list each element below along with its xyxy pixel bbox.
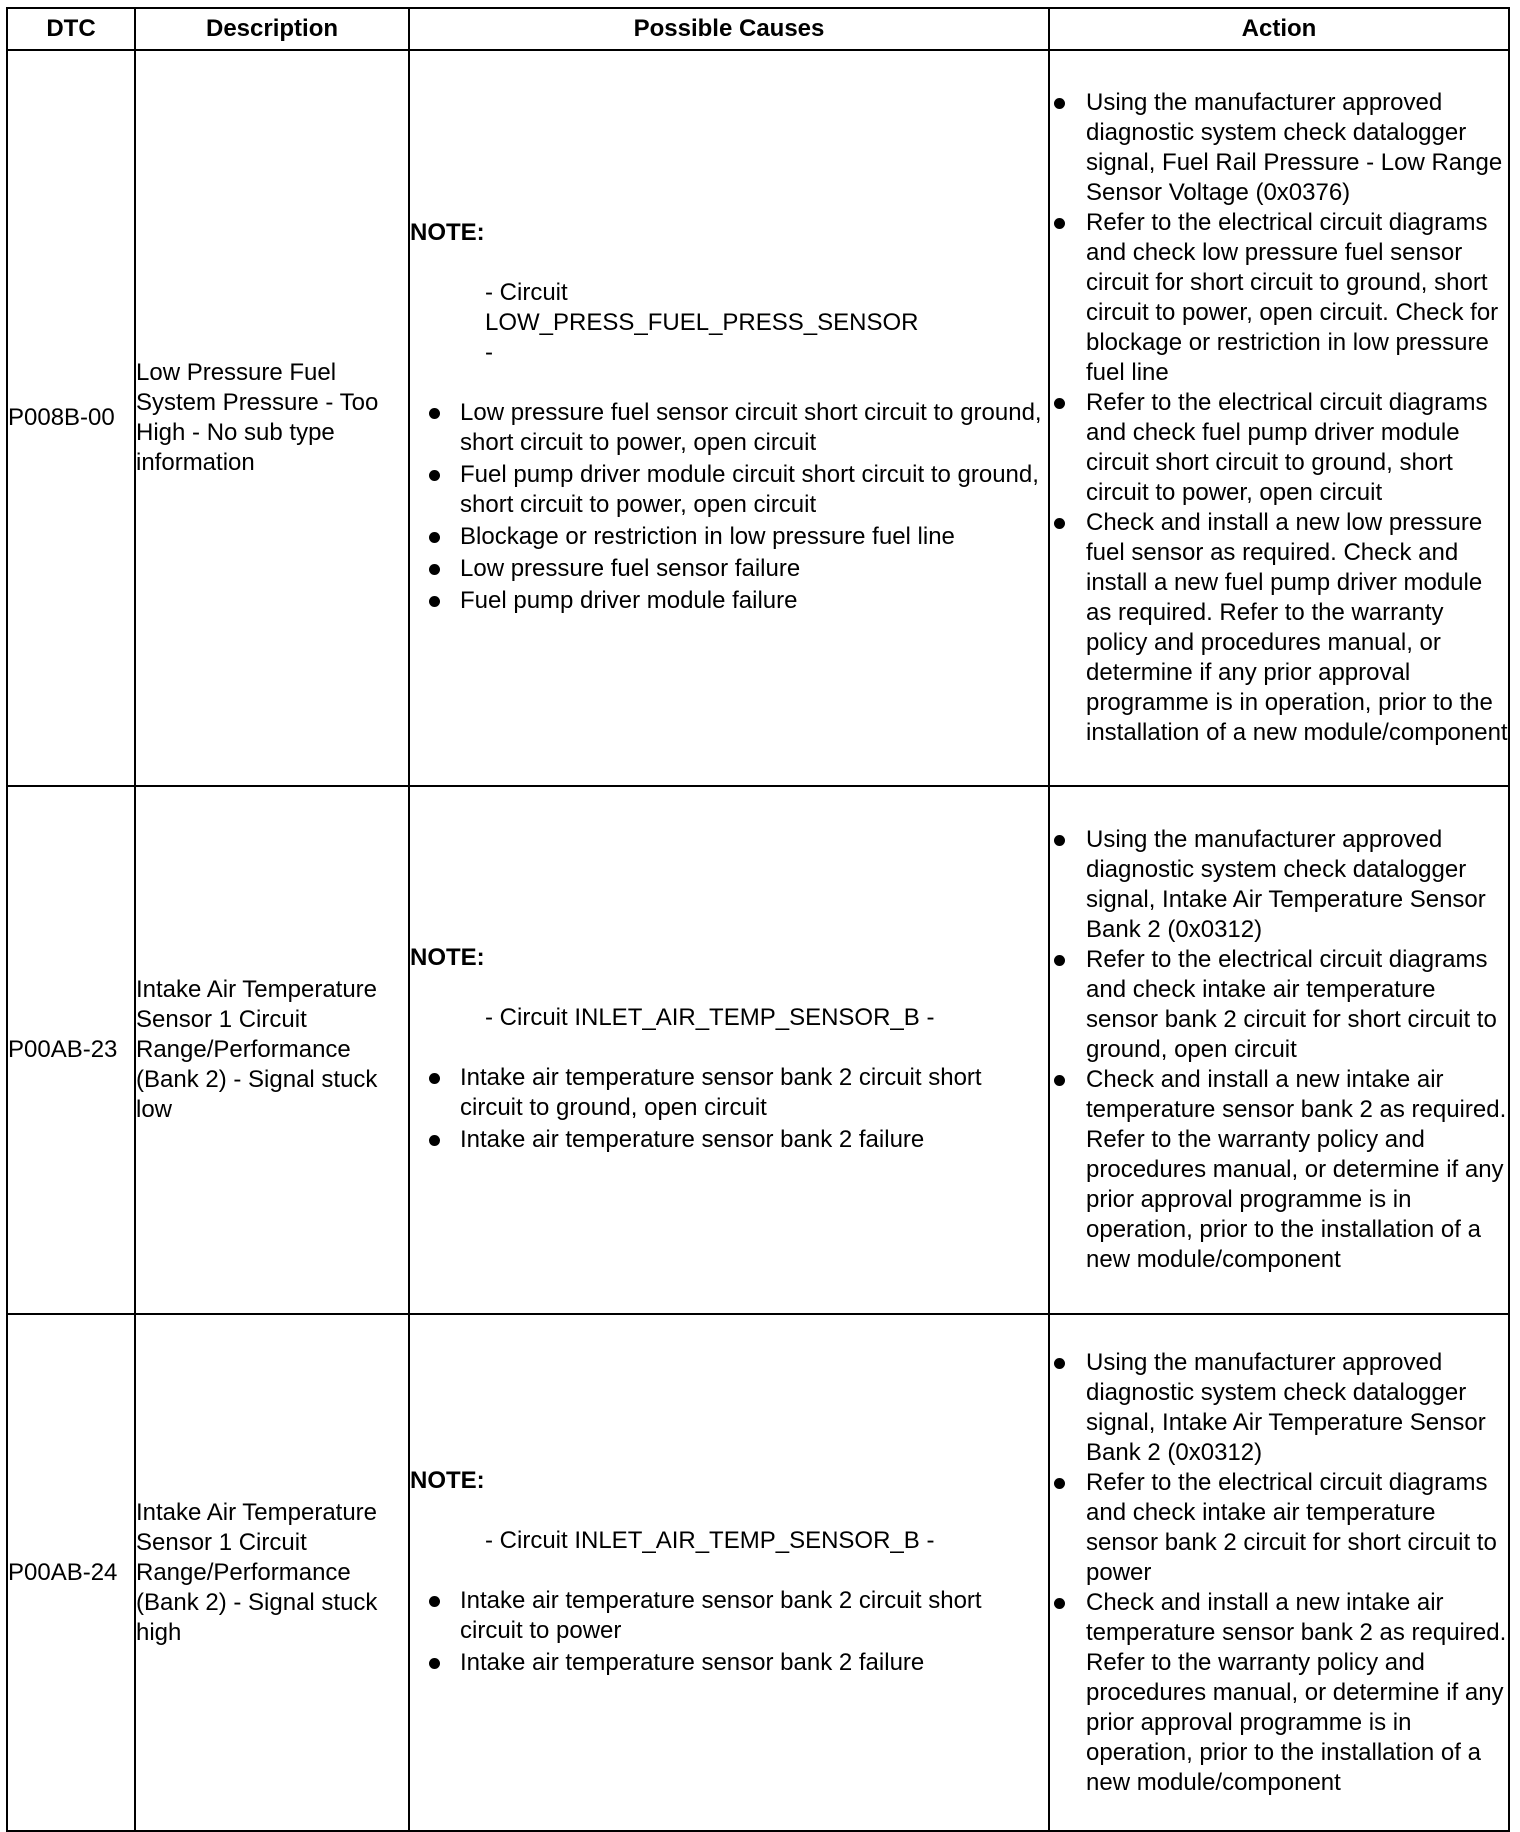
header-possible-causes: Possible Causes — [409, 8, 1049, 50]
header-dtc: DTC — [7, 8, 135, 50]
cause-item: Intake air temperature sensor bank 2 failure — [460, 1125, 1048, 1155]
action-item: Refer to the electrical circuit diagrams and check fuel pump driver module circuit short circuit to ground, short circuit to power, open circuit — [1086, 388, 1508, 508]
table-row — [7, 1314, 1509, 1831]
header-row — [7, 8, 1509, 50]
dtc-code: P00AB-23 — [7, 786, 135, 1314]
table-row — [7, 50, 1509, 786]
causes-list — [410, 1063, 1048, 1155]
circuit-name: - Circuit INLET_AIR_TEMP_SENSOR_B - — [485, 1004, 935, 1031]
action-list — [1050, 88, 1508, 748]
action-item: Using the manufacturer approved diagnostic system check datalogger signal, Intake Air Temperature Sensor Bank 2 (0x0312) — [1086, 1348, 1508, 1468]
possible-causes-cell — [409, 786, 1049, 1314]
cause-item: Low pressure fuel sensor circuit short circuit to ground, short circuit to power, open circuit — [460, 398, 1048, 458]
action-item: Refer to the electrical circuit diagrams and check intake air temperature sensor bank 2 circuit for short circuit to ground, open circuit — [1086, 945, 1508, 1065]
cause-item: Blockage or restriction in low pressure fuel line — [460, 522, 1048, 552]
note-label: NOTE: — [410, 219, 485, 246]
cause-item: Fuel pump driver module circuit short circuit to ground, short circuit to power, open circuit — [460, 460, 1048, 520]
action-list — [1050, 1348, 1508, 1798]
circuit-name: - Circuit INLET_AIR_TEMP_SENSOR_B - — [485, 1526, 935, 1554]
dtc-description: Low Pressure Fuel System Pressure - Too High - No sub type information — [135, 50, 409, 786]
action-item: Refer to the electrical circuit diagrams and check intake air temperature sensor bank 2 circuit for short circuit to power — [1086, 1468, 1508, 1588]
action-item: Using the manufacturer approved diagnostic system check datalogger signal, Intake Air Temperature Sensor Bank 2 (0x0312) — [1086, 825, 1508, 945]
note-label: NOTE: — [410, 944, 485, 971]
dtc-description: Intake Air Temperature Sensor 1 Circuit Range/Performance (Bank 2) - Signal stuck low — [135, 786, 409, 1314]
action-item: Check and install a new intake air temperature sensor bank 2 as required. Refer to the warranty policy and procedures manual, or determine if any prior approval programme is in operation, prior to the installation of a new module/component — [1086, 1588, 1507, 1796]
action-cell — [1049, 1314, 1509, 1831]
cause-item: Intake air temperature sensor bank 2 circuit short circuit to power — [460, 1586, 1048, 1646]
header-description: Description — [135, 8, 409, 50]
dtc-code: P008B-00 — [7, 50, 135, 786]
causes-list — [410, 398, 1048, 616]
dtc-description: Intake Air Temperature Sensor 1 Circuit Range/Performance (Bank 2) - Signal stuck high — [135, 1314, 409, 1831]
table-row — [7, 786, 1509, 1314]
cause-item: Fuel pump driver module failure — [460, 586, 1048, 616]
action-item: Refer to the electrical circuit diagrams and check low pressure fuel sensor circuit for short circuit to ground, short circuit to power, open circuit. Check for blockage or restriction in low pressure fuel line — [1086, 208, 1508, 388]
cause-item: Intake air temperature sensor bank 2 circuit short circuit to ground, open circuit — [460, 1063, 1048, 1123]
action-cell — [1049, 50, 1509, 786]
possible-causes-cell — [409, 50, 1049, 786]
action-item: Using the manufacturer approved diagnostic system check datalogger signal, Fuel Rail Pressure - Low Range Sensor Voltage (0x0376) — [1086, 88, 1508, 208]
action-cell — [1049, 786, 1509, 1314]
dtc-code: P00AB-24 — [7, 1314, 135, 1831]
header-action: Action — [1049, 8, 1509, 50]
cause-item: Intake air temperature sensor bank 2 failure — [460, 1648, 1048, 1678]
cause-item: Low pressure fuel sensor failure — [460, 554, 1048, 584]
action-list — [1050, 825, 1508, 1275]
action-item: Check and install a new intake air temperature sensor bank 2 as required. Refer to the warranty policy and procedures manual, or determine if any prior approval programme is in operation, prior to the installation of a new module/component — [1086, 1066, 1507, 1273]
action-item: Check and install a new low pressure fuel sensor as required. Check and install a new fuel pump driver module as required. Refer to the warranty policy and procedures manual, or determine if any prior approval programme is in operation, prior to the installation of a new module/component — [1086, 509, 1508, 746]
causes-list — [410, 1586, 1048, 1678]
possible-causes-cell — [409, 1314, 1049, 1831]
note-label: NOTE: — [410, 1466, 485, 1494]
circuit-name: - Circuit LOW_PRESS_FUEL_PRESS_SENSOR - — [485, 279, 919, 366]
dtc-table — [6, 7, 1510, 1832]
